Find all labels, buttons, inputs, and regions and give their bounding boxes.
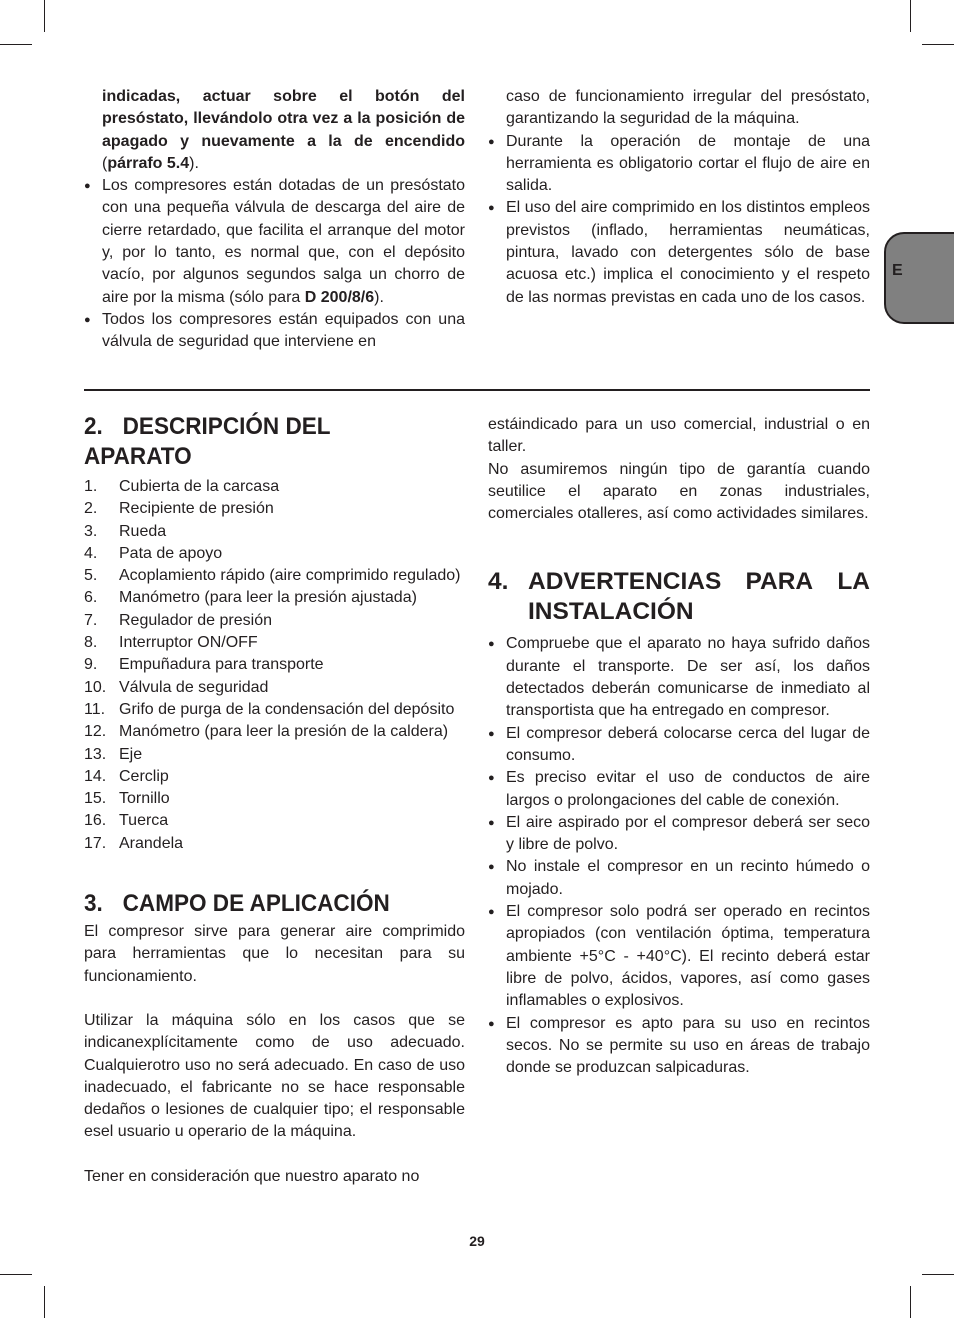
bullet-item: ● El aire aspirado por el compresor deberá ser seco y libre de polvo. [488, 812, 870, 857]
paragraph: No asumiremos ningún tipo de garantía cuando seutilice el aparato en zonas industriales, comerciales otalleres, así como actividades similares. [488, 460, 870, 523]
bullet-item: ● El compresor es apto para su uso en recintos secos. No se permite su uso en áreas de trabajo donde se produzcan salpicaduras. [488, 1013, 870, 1080]
paragraph: Utilizar la máquina sólo en los casos que se indicanexplícitamente como de uso adecuado. Cualquierotro uso no será adecuado. En caso de uso inadecuado, el fabricante no se hace responsable dedaños o lesiones de cualquier tipo; el responsable esel usuario u operario de la máquina. [84, 1011, 465, 1141]
bullet-item: ● El compresor deberá colocarse cerca del lugar de consumo. [488, 723, 870, 768]
list-item: 14. Cerclip [84, 767, 169, 785]
list-item: 2. Recipiente de presión [84, 500, 274, 518]
list-item: 7. Regulador de presión [84, 611, 272, 629]
bullet-text: Los compresores están dotadas de un presóstato con una pequeña válvula de descarga del aire de cierre retardado, que facilita el arranque del motor y, por lo tanto, es normal que, con el depósito vacío, por algunos segundos salga un chorro de aire por la misma (sólo para [102, 177, 465, 306]
bullet-item [84, 175, 465, 309]
continuation-close: ). [189, 154, 199, 172]
section-2-heading [84, 412, 435, 472]
section-number: 3. [84, 890, 103, 918]
model-reference: D 200/8/6 [304, 288, 375, 306]
bullet-close: ). [374, 288, 384, 306]
paragraph: El compresor sirve para generar aire comprimido para herramientas que lo necesitan para su funcionamiento. [84, 923, 465, 985]
section-title-line: INSTALACIÓN [528, 598, 694, 626]
crop-mark [922, 1274, 954, 1275]
section-title-word: ADVERTENCIAS [528, 568, 722, 596]
top-right-column [488, 86, 870, 309]
list-item: 17. Arandela [84, 834, 184, 852]
crop-mark [910, 1286, 911, 1318]
crop-mark [0, 1274, 32, 1275]
parts-list [84, 476, 465, 855]
list-item: 15. Tornillo [84, 790, 170, 808]
paragraph: Tener en consideración que nuestro aparato no [84, 1167, 420, 1185]
continuation-paragraph [84, 86, 465, 175]
section-number: 2. [84, 413, 103, 440]
right-column [488, 414, 870, 1079]
paragraph-reference: párrafo 5.4 [107, 154, 190, 172]
crop-mark [44, 0, 45, 32]
list-item: 16. Tuerca [84, 812, 169, 830]
bullet-item [84, 309, 465, 354]
bullet-item: ● El uso del aire comprimido en los distintos empleos previstos (inflado, herramientas neumáticas, pintura, lavado con detergentes sólo de base acuosa etc.) implica el conocimiento y el respeto de las normas previstas en cada uno de los casos. [488, 197, 870, 308]
bullet-item: ● Durante la operación de montaje de una herramienta es obligatorio cortar el flujo de aire en salida. [488, 131, 870, 198]
list-item: 5. Acoplamiento rápido (aire comprimido regulado) [84, 567, 461, 585]
paragraph: estáindicado para un uso comercial, industrial o en taller. [488, 416, 870, 456]
bullet-item: ● Compruebe que el aparato no haya sufrido daños durante el transporte. De ser así, los daños detectados deberán comunicarse de inmediato al transportista que ha entregado en compresor. [488, 633, 870, 722]
list-item: 4. Pata de apoyo [84, 544, 223, 562]
section-title: CAMPO DE APLICACIÓN [122, 890, 390, 918]
continuation-open: ( [102, 154, 108, 172]
section-number: 4. [488, 568, 509, 596]
section-4-heading [488, 567, 870, 627]
bullet-item: ● El compresor solo podrá ser operado en recintos apropiados (con ventilación óptima, temperatura ambiente +5°C - +40°C). El recinto deberá estar libre de polvo, ácidos, vapores, así como gases inflamables o explosivos. [488, 901, 870, 1012]
top-left-column [84, 86, 465, 354]
crop-mark [922, 44, 954, 45]
list-item: 13. Eje [84, 745, 143, 763]
crop-mark [910, 0, 911, 32]
section-title: DESCRIPCIÓN DEL APARATO [84, 413, 331, 470]
list-item: 10. Válvula de seguridad [84, 678, 269, 696]
bullet-text: Todos los compresores están equipados con una válvula de seguridad que interviene en [102, 310, 465, 351]
list-item: 9. Empuñadura para transporte [84, 656, 324, 674]
list-item: 12. Manómetro (para leer la presión de la caldera) [84, 723, 449, 741]
continuation-bold-text: indicadas, actuar sobre el botón del presóstato, llevándolo otra vez a la posición de apagado y nuevamente a la de encendido [102, 88, 465, 150]
bullet-item: ● Es preciso evitar el uso de conductos de aire largos o prolongaciones del cable de conexión. [488, 767, 870, 812]
page-number: 29 [469, 1233, 485, 1249]
list-item: 8. Interruptor ON/OFF [84, 634, 258, 652]
language-tab [884, 232, 954, 324]
warnings-list [488, 633, 870, 1079]
section-divider [84, 389, 870, 391]
crop-mark [44, 1286, 45, 1318]
crop-mark [0, 44, 32, 45]
section-title-word: LA [837, 568, 870, 596]
list-item: 6. Manómetro (para leer la presión ajustada) [84, 589, 417, 607]
list-item: 1. Cubierta de la carcasa [84, 478, 280, 495]
section-title-word: PARA [745, 568, 814, 596]
left-column [84, 412, 465, 1188]
list-item: 3. Rueda [84, 522, 167, 540]
bullet-item: ● No instale el compresor en un recinto húmedo o mojado. [488, 856, 870, 901]
section-3-heading [84, 889, 435, 919]
continuation-paragraph: caso de funcionamiento irregular del presóstato, garantizando la seguridad de la máquina. [506, 88, 870, 128]
list-item: 11. Grifo de purga de la condensación del depósito [84, 700, 455, 718]
language-tab-label: E [892, 262, 903, 279]
